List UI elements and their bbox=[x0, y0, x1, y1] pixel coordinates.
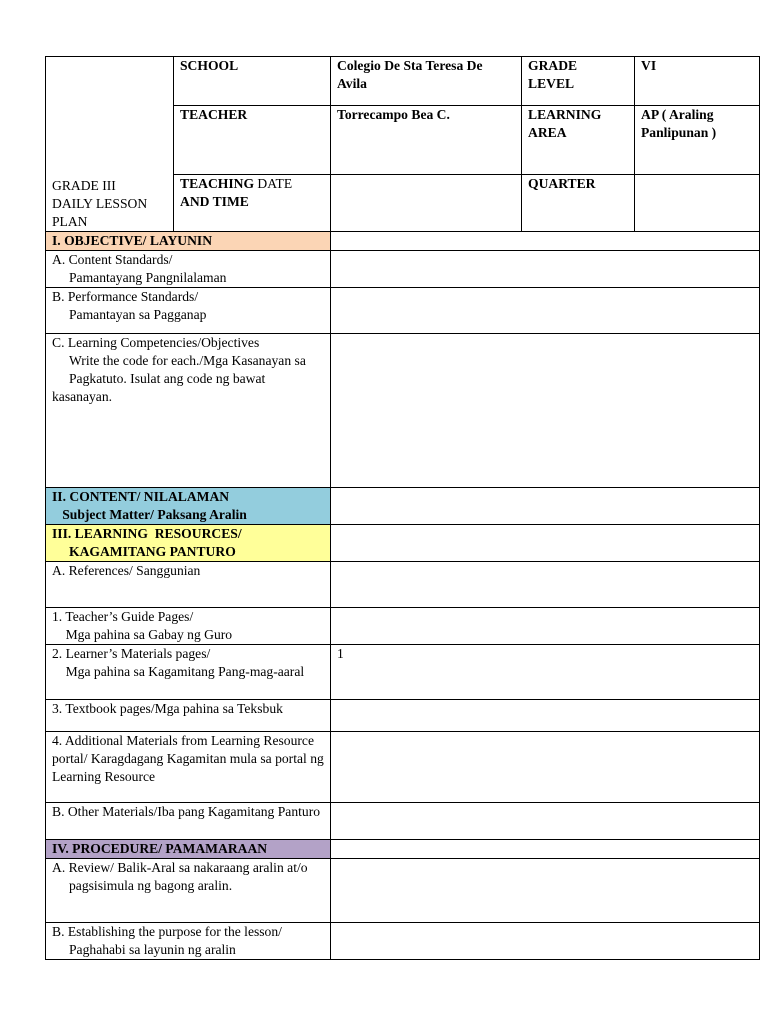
objective-header: I. OBJECTIVE/ LAYUNIN bbox=[46, 232, 331, 251]
teaching-date-value bbox=[331, 175, 522, 232]
grade-level-value: VI bbox=[635, 57, 760, 106]
teaching-date-label-bold: TEACHING bbox=[180, 176, 255, 191]
school-value: Colegio De Sta Teresa De Avila bbox=[331, 57, 522, 106]
competencies-row bbox=[46, 334, 760, 488]
other-materials-row bbox=[46, 803, 760, 840]
performance-standards-value bbox=[331, 288, 760, 334]
procedure-header: IV. PROCEDURE/ PAMAMARAAN bbox=[46, 840, 331, 859]
learners-materials-value: 1 bbox=[331, 645, 760, 700]
quarter-value bbox=[635, 175, 760, 232]
purpose-value bbox=[331, 923, 760, 960]
references-value bbox=[331, 562, 760, 608]
competencies-value bbox=[331, 334, 760, 488]
references-row bbox=[46, 562, 760, 608]
learning-area-value: AP ( Araling Panlipunan ) bbox=[635, 106, 760, 175]
teachers-guide-label: 1. Teacher’s Guide Pages/ Mga pahina sa Gabay ng Guro bbox=[46, 608, 331, 645]
resources-value bbox=[331, 525, 760, 562]
competencies-label: C. Learning Competencies/Objectives Write the code for each./Mga Kasanayan sa Pagkatuto. Isulat ang code ng bawat kasanayan. bbox=[46, 334, 331, 488]
teaching-date-label-mid: DATE bbox=[254, 176, 293, 191]
additional-materials-row bbox=[46, 732, 760, 803]
references-label: A. References/ Sanggunian bbox=[46, 562, 331, 608]
review-label: A. Review/ Balik-Aral sa nakaraang aralin at/o pagsisimula ng bagong aralin. bbox=[46, 859, 331, 923]
resources-header: III. LEARNING RESOURCES/ KAGAMITANG PANTURO bbox=[46, 525, 331, 562]
performance-standards-label: B. Performance Standards/ Pamantayan sa Pagganap bbox=[46, 288, 331, 334]
teacher-value: Torrecampo Bea C. bbox=[331, 106, 522, 175]
textbook-value bbox=[331, 700, 760, 732]
review-value bbox=[331, 859, 760, 923]
purpose-label: B. Establishing the purpose for the lesson/ Paghahabi sa layunin ng aralin bbox=[46, 923, 331, 960]
lesson-plan-table bbox=[45, 56, 760, 960]
purpose-row bbox=[46, 923, 760, 960]
teacher-label: TEACHER bbox=[174, 106, 331, 175]
school-label: SCHOOL bbox=[174, 57, 331, 106]
school-row bbox=[46, 57, 760, 106]
content-row bbox=[46, 488, 760, 525]
quarter-label: QUARTER bbox=[522, 175, 635, 232]
review-row bbox=[46, 859, 760, 923]
content-value bbox=[331, 488, 760, 525]
content-header: II. CONTENT/ NILALAMAN Subject Matter/ Paksang Aralin bbox=[46, 488, 331, 525]
learners-materials-label: 2. Learner’s Materials pages/ Mga pahina sa Kagamitang Pang-mag-aaral bbox=[46, 645, 331, 700]
procedure-value bbox=[331, 840, 760, 859]
objective-row bbox=[46, 232, 760, 251]
grade-level-label: GRADE LEVEL bbox=[522, 57, 635, 106]
additional-materials-value bbox=[331, 732, 760, 803]
learning-area-label: LEARNING AREA bbox=[522, 106, 635, 175]
learners-materials-row bbox=[46, 645, 760, 700]
title-block: GRADE III DAILY LESSON PLAN bbox=[46, 57, 174, 232]
procedure-row bbox=[46, 840, 760, 859]
content-standards-value bbox=[331, 251, 760, 288]
other-materials-label: B. Other Materials/Iba pang Kagamitang Panturo bbox=[46, 803, 331, 840]
resources-row bbox=[46, 525, 760, 562]
performance-standards-row bbox=[46, 288, 760, 334]
objective-value bbox=[331, 232, 760, 251]
content-standards-row bbox=[46, 251, 760, 288]
textbook-label: 3. Textbook pages/Mga pahina sa Teksbuk bbox=[46, 700, 331, 732]
other-materials-value bbox=[331, 803, 760, 840]
additional-materials-label: 4. Additional Materials from Learning Resource portal/ Karagdagang Kagamitan mula sa portal ng Learning Resource bbox=[46, 732, 331, 803]
teachers-guide-value bbox=[331, 608, 760, 645]
teachers-guide-row bbox=[46, 608, 760, 645]
teaching-date-label-end: AND TIME bbox=[180, 194, 249, 209]
content-standards-label: A. Content Standards/ Pamantayang Pangnilalaman bbox=[46, 251, 331, 288]
teaching-date-label bbox=[174, 175, 331, 232]
textbook-row bbox=[46, 700, 760, 732]
